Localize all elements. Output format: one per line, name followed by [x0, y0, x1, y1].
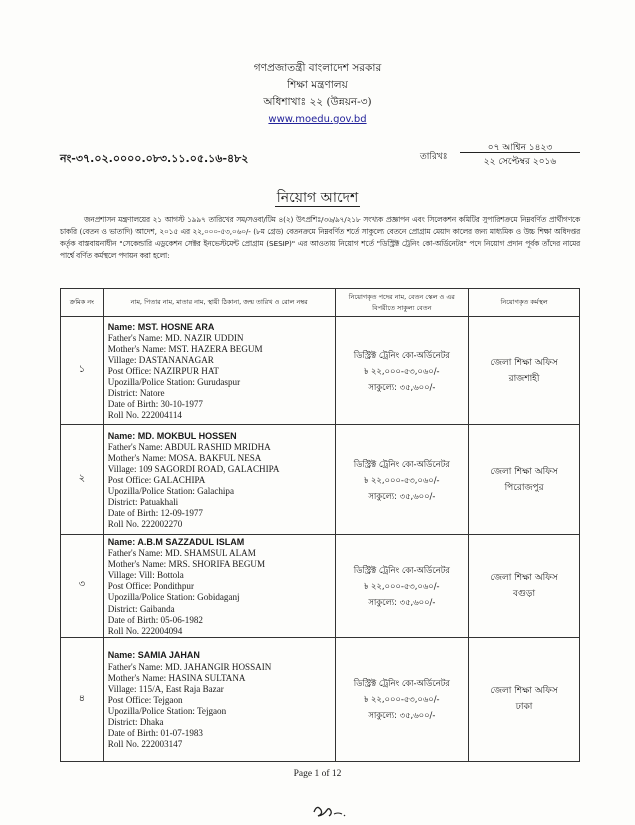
district: District: Dhaka [107, 716, 164, 727]
date-label: তারিখঃ [420, 152, 448, 162]
village: Village: DASTANANAGAR [107, 354, 214, 365]
row-post [335, 535, 469, 638]
workplace-district: রাজশাহী [508, 373, 540, 384]
father-name: Father's Name: MD. JAHANGIR HOSSAIN [107, 661, 272, 672]
section-name: অধিশাখাঃ ২২ (উন্নয়ন-৩) [263, 96, 372, 108]
post-office: Post Office: NAZIRPUR HAT [107, 365, 219, 376]
ministry-name: শিক্ষা মন্ত্রণালয় [287, 79, 348, 91]
post-office: Post Office: GALACHIPA [107, 474, 206, 485]
row-details [103, 317, 335, 425]
consolidated-salary: সাকুল্যে: ৩৫,৬০০/- [368, 381, 436, 392]
date-of-birth: Date of Birth: 12-09-1977 [107, 508, 203, 519]
row-details [103, 637, 335, 761]
mother-name: Mother's Name: HASINA SULTANA [107, 672, 246, 683]
letterhead [0, 60, 635, 128]
govt-name: গণপ্রজাতন্ত্রী বাংলাদেশ সরকার [253, 62, 382, 74]
district: District: Gaibanda [107, 603, 175, 614]
roll-number: Roll No. 222003147 [107, 739, 183, 750]
header-details: নাম, পিতার নাম, মাতার নাম, স্থায়ী ঠিকানা, জন্ম তারিখ ও রোল নম্বর [103, 289, 335, 317]
table-row [61, 317, 580, 425]
table-row [61, 425, 580, 535]
appointment-table [60, 288, 580, 762]
row-post [335, 425, 469, 535]
consolidated-salary: সাকুল্যে: ৩৫,৬০০/- [368, 490, 436, 501]
consolidated-salary: সাকুল্যে: ৩৫,৬০০/- [368, 710, 436, 721]
row-workplace [469, 317, 580, 425]
candidate-name: Name: MD. MOKBUL HOSSEN [107, 430, 237, 441]
workplace-office: জেলা শিক্ষা অফিস [490, 686, 558, 697]
pay-scale: ৳ ২২,০০০-৫৩,০৬০/- [364, 365, 440, 376]
document-title: নিয়োগ আদেশ [276, 190, 359, 206]
row-serial: ৪ [61, 637, 104, 761]
workplace-district: ঢাকা [515, 702, 533, 713]
row-serial: ১ [61, 317, 104, 425]
mother-name: Mother's Name: MST. HAZERA BEGUM [107, 343, 263, 354]
table-row [61, 637, 580, 761]
table-header-row [61, 289, 580, 317]
table-row [61, 535, 580, 638]
memo-number: নং-৩৭.০২.০০০০.০৮৩.১১.০৫.১৬-৪৮২ [60, 152, 249, 165]
village: Village: Vill: Bottola [107, 570, 184, 581]
workplace-district: পিরোজপুর [504, 482, 544, 493]
row-post [335, 637, 469, 761]
mother-name: Mother's Name: MOSA. BAKFUL NESA [107, 452, 262, 463]
workplace-district: বগুড়া [513, 588, 536, 599]
candidate-name: Name: SAMIA JAHAN [107, 650, 200, 661]
workplace-office: জেলা শিক্ষা অফিস [490, 357, 558, 368]
father-name: Father's Name: MD. SHAMSUL ALAM [107, 548, 256, 559]
row-details [103, 425, 335, 535]
date-of-birth: Date of Birth: 05-06-1982 [107, 614, 203, 625]
candidate-name: Name: MST. HOSNE ARA [107, 321, 215, 332]
mother-name: Mother's Name: MRS. SHORIFA BEGUM [107, 559, 266, 570]
roll-number: Roll No. 222004094 [107, 625, 183, 636]
header-post: নিয়োগকৃত পদের নাম, বেতন স্কেল ও এর বিপরীতে সাকুল্য বেতন [335, 289, 469, 317]
row-workplace [469, 535, 580, 638]
header-workplace: নিয়োগকৃত কর্মস্থল [469, 289, 580, 317]
date-bangla: ০৭ আশ্বিন ১৪২৩ [487, 143, 553, 153]
father-name: Father's Name: MD. NAZIR UDDIN [107, 332, 244, 343]
district: District: Patuakhali [107, 497, 179, 508]
upazila: Upozilla/Police Station: Gurudaspur [107, 377, 241, 388]
roll-number: Roll No. 222002270 [107, 519, 183, 530]
row-serial: ৩ [61, 535, 104, 638]
upazila: Upozilla/Police Station: Galachipa [107, 486, 235, 497]
village: Village: 115/A, East Raja Bazar [107, 683, 224, 694]
row-workplace [469, 637, 580, 761]
document-title-wrap [0, 186, 635, 210]
post-office: Post Office: Tejgaon [107, 694, 183, 705]
page-footer: Page 1 of 12 [293, 769, 342, 779]
post-title: ডিস্ট্রিক্ট ট্রেনিং কো-অর্ডিনেটর [353, 458, 450, 469]
signature-mark [310, 798, 350, 822]
roll-number: Roll No. 222004114 [107, 410, 182, 421]
upazila: Upozilla/Police Station: Tejgaon [107, 705, 227, 716]
date-english: ২২ সেপ্টেম্বর ২০১৬ [460, 152, 580, 169]
date-of-birth: Date of Birth: 01-07-1983 [107, 728, 203, 739]
post-title: ডিস্ট্রিক্ট ট্রেনিং কো-অর্ডিনেটর [353, 349, 450, 360]
date-of-birth: Date of Birth: 30-10-1977 [107, 399, 203, 410]
father-name: Father's Name: ABDUL RASHID MRIDHA [107, 441, 271, 452]
row-post [335, 317, 469, 425]
workplace-office: জেলা শিক্ষা অফিস [490, 466, 558, 477]
candidate-name: Name: A.B.M SAZZADUL ISLAM [107, 537, 245, 547]
pay-scale: ৳ ২২,০০০-৫৩,০৬০/- [364, 474, 440, 485]
row-workplace [469, 425, 580, 535]
post-title: ডিস্ট্রিক্ট ট্রেনিং কো-অর্ডিনেটর [353, 564, 450, 575]
post-office: Post Office: Pondithpur [107, 581, 194, 592]
district: District: Natore [107, 388, 165, 399]
body-paragraph: জনপ্রশাসন মন্ত্রণালয়ের ২১ আগস্ট ১৯৯৭ তারিখের সম/সওবা/টিম ৪(২) উৎপ্রশিঃ/৩৬/৯৭/২১৮ সংখ্যক প্রজ্ঞাপন এবং সিলেকশন কমিটির সুপারিশক্রমে নিম্নবর্ণিত প্রার্থীগণকে চাকরি (বেতন ও ভাতাদি) আদেশ, ২০১৫ এর ২২,০০০-৫৩,০৬০/- (৮ম গ্রেড) বেতনক্রমে নিম্নবর্ণিত শর্তে সাকুল্যে বেতনে প্রোগ্রাম মেয়াদ কালের জন্য মাধ্যমিক ও উচ্চ শিক্ষা অধিদপ্তর কর্তৃক বাস্তবায়নাধীন "সেকেন্ডারি এডুকেশন সেক্টর ইনভেস্টমেন্ট প্রোগ্রাম (SESIP)" এর আওতায় নিয়োগ শর্তে "ডিস্ট্রিক্ট ট্রেনিং কো-অর্ডিনেটর" পদে নিয়োগ প্রদান পূর্বক তাঁদের নামের পার্শ্বে বর্ণিত কর্মস্থলে পদায়ন করা হলো: [60, 215, 580, 260]
upazila: Upozilla/Police Station: Gobidaganj [107, 592, 240, 603]
row-serial: ২ [61, 425, 104, 535]
website-link[interactable]: www.moedu.gov.bd [268, 114, 367, 125]
post-title: ডিস্ট্রিক্ট ট্রেনিং কো-অর্ডিনেটর [353, 678, 450, 689]
consolidated-salary: সাকুল্যে: ৩৫,৬০০/- [368, 596, 436, 607]
pay-scale: ৳ ২২,০০০-৫৩,০৬০/- [364, 580, 440, 591]
header-serial: ক্রমিক নং [61, 289, 104, 317]
pay-scale: ৳ ২২,০০০-৫৩,০৬০/- [364, 694, 440, 705]
row-details [103, 535, 335, 638]
village: Village: 109 SAGORDI ROAD, GALACHIPA [107, 463, 280, 474]
workplace-office: জেলা শিক্ষা অফিস [490, 572, 558, 583]
